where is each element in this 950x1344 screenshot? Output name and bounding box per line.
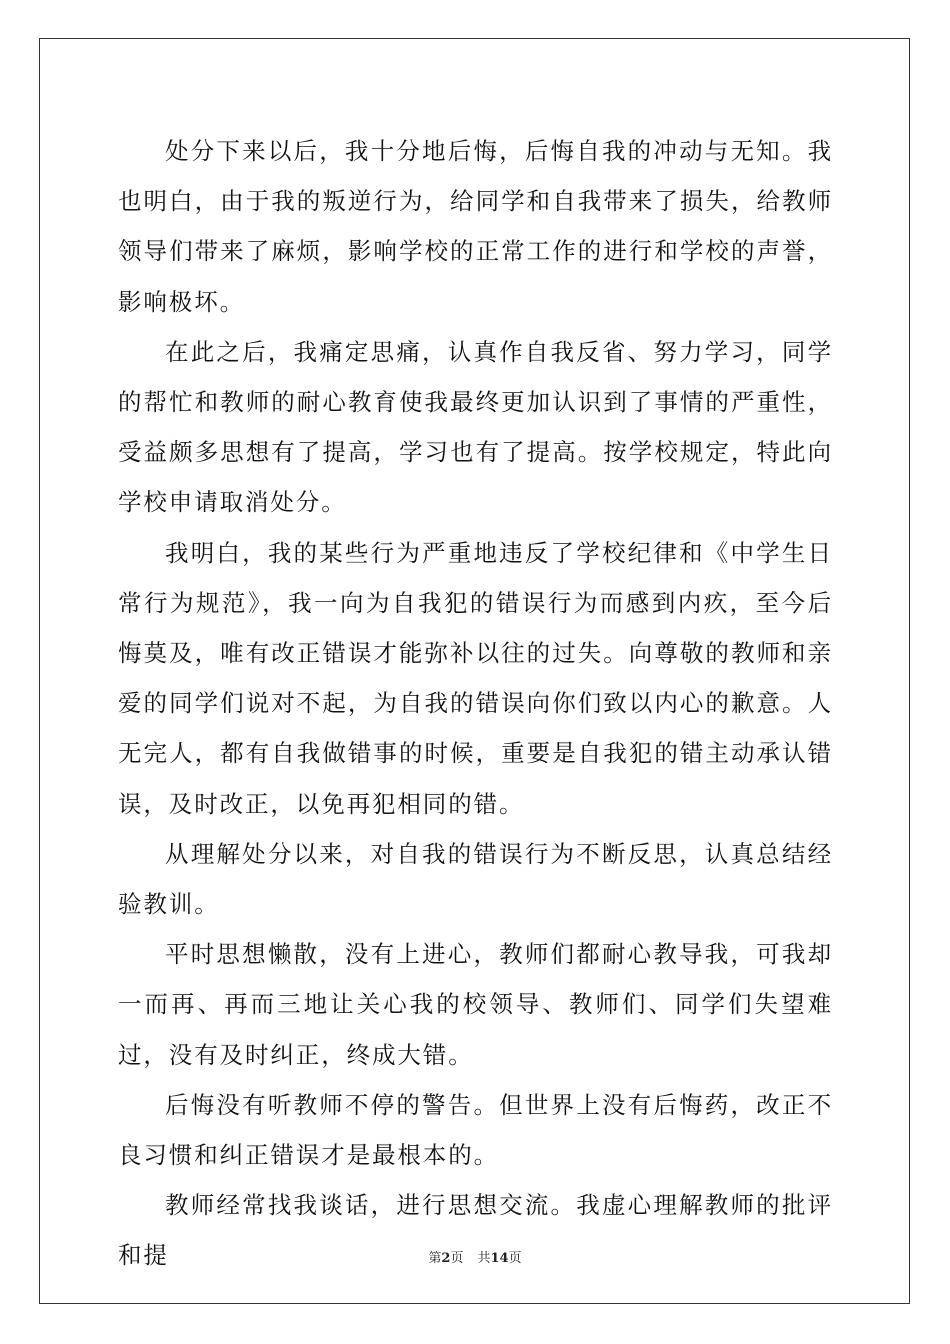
page-total <box>477 1251 521 1266</box>
paragraph: 后悔没有听教师不停的警告。但世界上没有后悔药，改正不良习惯和纠正错误才是最根本的。 <box>118 1090 833 1170</box>
paragraph: 在此之后，我痛定思痛，认真作自我反省、努力学习，同学的帮忙和教师的耐心教育使我最终更加认识到了事情的严重性，受益颇多思想有了提高，学习也有了提高。按学校规定，特此向学校申请取消处分。 <box>118 337 833 517</box>
paragraph: 我明白，我的某些行为严重地违反了学校纪律和《中学生日常行为规范》，我一向为自我犯的错误行为而感到内疚，至今后悔莫及，唯有改正错误才能弥补以往的过失。向尊敬的教师和亲爱的同学们说对不起，为自我的错误向你们致以内心的歉意。人无完人，都有自我做错事的时候，重要是自我犯的错主动承认错误，及时改正，以免再犯相同的错。 <box>118 538 833 818</box>
document-body <box>118 126 833 1281</box>
page-footer <box>0 1247 950 1266</box>
page-prefix: 第 <box>428 1251 442 1266</box>
paragraph: 平时思想懒散，没有上进心，教师们都耐心教导我，可我却一而再、再而三地让关心我的校领导、教师们、同学们失望难过，没有及时纠正，终成大错。 <box>118 940 833 1069</box>
page-current: 2 <box>441 1251 451 1266</box>
total-suffix: 页 <box>508 1251 522 1266</box>
total-count: 14 <box>490 1251 509 1266</box>
page-suffix: 页 <box>450 1251 464 1266</box>
page-number <box>428 1251 463 1266</box>
paragraph: 处分下来以后，我十分地后悔，后悔自我的冲动与无知。我也明白，由于我的叛逆行为，给同学和自我带来了损失，给教师领导们带来了麻烦，影响学校的正常工作的进行和学校的声誉，影响极坏。 <box>118 137 833 316</box>
paragraph: 从理解处分以来，对自我的错误行为不断反思，认真总结经验教训。 <box>118 839 833 919</box>
paragraph: 教师经常找我谈话，进行思想交流。我虚心理解教师的批评和提 <box>118 1191 833 1270</box>
total-prefix: 共 <box>477 1251 491 1266</box>
